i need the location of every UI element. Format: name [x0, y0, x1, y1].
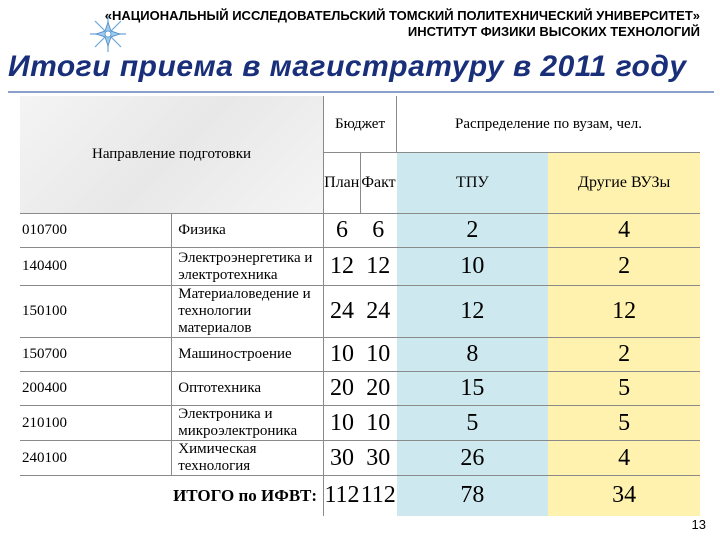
- row-tpu: 12: [397, 286, 549, 338]
- page-title: Итоги приема в магистратуру в 2011 году: [8, 50, 687, 83]
- admission-results-table: [20, 96, 700, 516]
- page-number: 13: [691, 517, 706, 532]
- row-other: 5: [548, 406, 700, 441]
- total-fact: 112: [360, 476, 397, 516]
- row-name: Химическая технология: [172, 441, 324, 476]
- row-name: Материаловедение и технологии материалов: [172, 286, 324, 338]
- title-separator: [8, 91, 714, 93]
- table-row: [20, 286, 700, 338]
- row-tpu: 10: [397, 248, 549, 286]
- total-row: [20, 476, 700, 516]
- total-label: ИТОГО по ИФВТ:: [173, 485, 317, 505]
- table-row: [20, 372, 700, 406]
- fact-header: Факт: [360, 153, 397, 214]
- row-fact: 20: [360, 372, 397, 406]
- total-other: 34: [548, 476, 700, 516]
- total-tpu: 78: [397, 476, 549, 516]
- row-code: 200400: [20, 372, 172, 406]
- row-plan: 10: [324, 406, 361, 441]
- row-name: Электроэнергетика и электротехника: [172, 248, 324, 286]
- university-name: «НАЦИОНАЛЬНЫЙ ИССЛЕДОВАТЕЛЬСКИЙ ТОМСКИЙ ПОЛИТЕХНИЧЕСКИЙ УНИВЕРСИТЕТ»: [104, 8, 700, 23]
- row-plan: 24: [324, 286, 361, 338]
- row-tpu: 8: [397, 338, 549, 372]
- row-other: 5: [548, 372, 700, 406]
- row-fact: 10: [360, 406, 397, 441]
- row-plan: 20: [324, 372, 361, 406]
- row-fact: 24: [360, 286, 397, 338]
- row-code: 210100: [20, 406, 172, 441]
- row-tpu: 5: [397, 406, 549, 441]
- row-tpu: 2: [397, 214, 549, 248]
- table-row: [20, 214, 700, 248]
- distribution-header: Распределение по вузам, чел.: [397, 96, 701, 153]
- total-plan: 112: [324, 476, 361, 516]
- other-header: Другие ВУЗы: [548, 153, 700, 214]
- table-row: [20, 248, 700, 286]
- row-name: Электроника и микроэлектроника: [172, 406, 324, 441]
- tpu-header: ТПУ: [397, 153, 549, 214]
- row-code: 140400: [20, 248, 172, 286]
- row-other: 12: [548, 286, 700, 338]
- row-name: Оптотехника: [172, 372, 324, 406]
- row-code: 150100: [20, 286, 172, 338]
- row-plan: 12: [324, 248, 361, 286]
- row-plan: 6: [324, 214, 361, 248]
- row-tpu: 15: [397, 372, 549, 406]
- row-fact: 30: [360, 441, 397, 476]
- plan-header: План: [324, 153, 361, 214]
- row-plan: 10: [324, 338, 361, 372]
- tpu-logo-icon: [88, 14, 128, 54]
- row-plan: 30: [324, 441, 361, 476]
- row-code: 240100: [20, 441, 172, 476]
- row-other: 4: [548, 214, 700, 248]
- row-other: 2: [548, 338, 700, 372]
- row-fact: 6: [360, 214, 397, 248]
- institute-name: ИНСТИТУТ ФИЗИКИ ВЫСОКИХ ТЕХНОЛОГИЙ: [407, 24, 700, 39]
- row-name: Машиностроение: [172, 338, 324, 372]
- table-row: [20, 338, 700, 372]
- table-row: [20, 441, 700, 476]
- row-other: 4: [548, 441, 700, 476]
- table-row: [20, 406, 700, 441]
- direction-header: Направление подготовки: [20, 96, 324, 214]
- row-code: 150700: [20, 338, 172, 372]
- row-fact: 12: [360, 248, 397, 286]
- row-code: 010700: [20, 214, 172, 248]
- row-tpu: 26: [397, 441, 549, 476]
- row-name: Физика: [172, 214, 324, 248]
- budget-header: Бюджет: [324, 96, 397, 153]
- row-other: 2: [548, 248, 700, 286]
- row-fact: 10: [360, 338, 397, 372]
